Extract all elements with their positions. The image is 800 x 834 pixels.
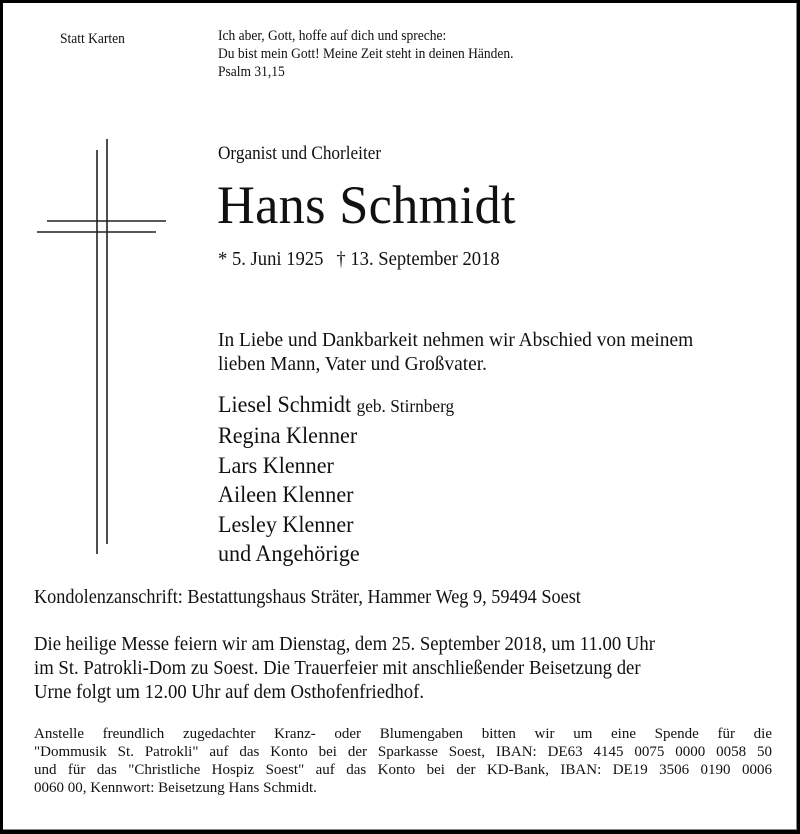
obituary-notice	[3, 3, 797, 830]
donation-line: 0060 00, Kennwort: Beisetzung Hans Schmidt.	[34, 780, 317, 796]
deceased-name: Hans Schmidt	[217, 175, 516, 235]
deceased-role: Organist und Chorleiter	[218, 144, 382, 164]
mourner: Regina Klenner	[218, 423, 358, 449]
service-line: Urne folgt um 12.00 Uhr auf dem Osthofenfriedhof.	[34, 681, 425, 703]
mourner: Aileen Klenner	[218, 482, 354, 508]
maiden-name-note: geb. Stirnberg	[356, 396, 455, 416]
donation-line: und für das "Christliche Hospiz Soest" auf das Konto bei der KD-Bank, IBAN: DE19 3506 0190 0006	[34, 762, 772, 778]
service-info	[34, 632, 777, 704]
farewell-text	[218, 328, 693, 376]
donation-line: Anstelle freundlich zugedachter Kranz- oder Blumengaben bitten wir um eine Spende für die	[34, 726, 772, 742]
verse-line: Du bist mein Gott! Meine Zeit steht in deinen Händen.	[218, 46, 514, 62]
donation-info	[34, 725, 772, 797]
condolence-address: Kondolenzanschrift: Bestattungshaus Sträter, Hammer Weg 9, 59494 Soest	[34, 587, 581, 608]
farewell-line: lieben Mann, Vater und Großvater.	[218, 353, 488, 375]
death-date: † 13. September 2018	[336, 248, 500, 270]
service-line: Die heilige Messe feiern wir am Dienstag, dem 25. September 2018, um 11.00 Uhr	[34, 633, 655, 655]
mourner	[218, 390, 454, 421]
farewell-line: In Liebe und Dankbarkeit nehmen wir Abschied von meinem	[218, 329, 694, 351]
verse-reference: Psalm 31,15	[218, 64, 285, 80]
cross-icon	[3, 3, 203, 603]
mourner-name: Liesel Schmidt	[218, 392, 352, 417]
psalm-verse	[218, 27, 513, 81]
mourners-list	[218, 390, 454, 568]
service-line: im St. Patrokli-Dom zu Soest. Die Trauerfeier mit anschließender Beisetzung der	[34, 657, 641, 679]
birth-date: * 5. Juni 1925	[218, 248, 324, 270]
donation-line: "Dommusik St. Patrokli" auf das Konto bei der Sparkasse Soest, IBAN: DE63 4145 0075 0000 0058 50	[34, 744, 772, 760]
verse-line: Ich aber, Gott, hoffe auf dich und spreche:	[218, 28, 447, 44]
mourner: und Angehörige	[218, 541, 360, 567]
mourner: Lars Klenner	[218, 452, 334, 478]
mourner: Lesley Klenner	[218, 511, 354, 537]
statt-karten-label: Statt Karten	[60, 31, 125, 47]
life-dates	[218, 248, 500, 271]
